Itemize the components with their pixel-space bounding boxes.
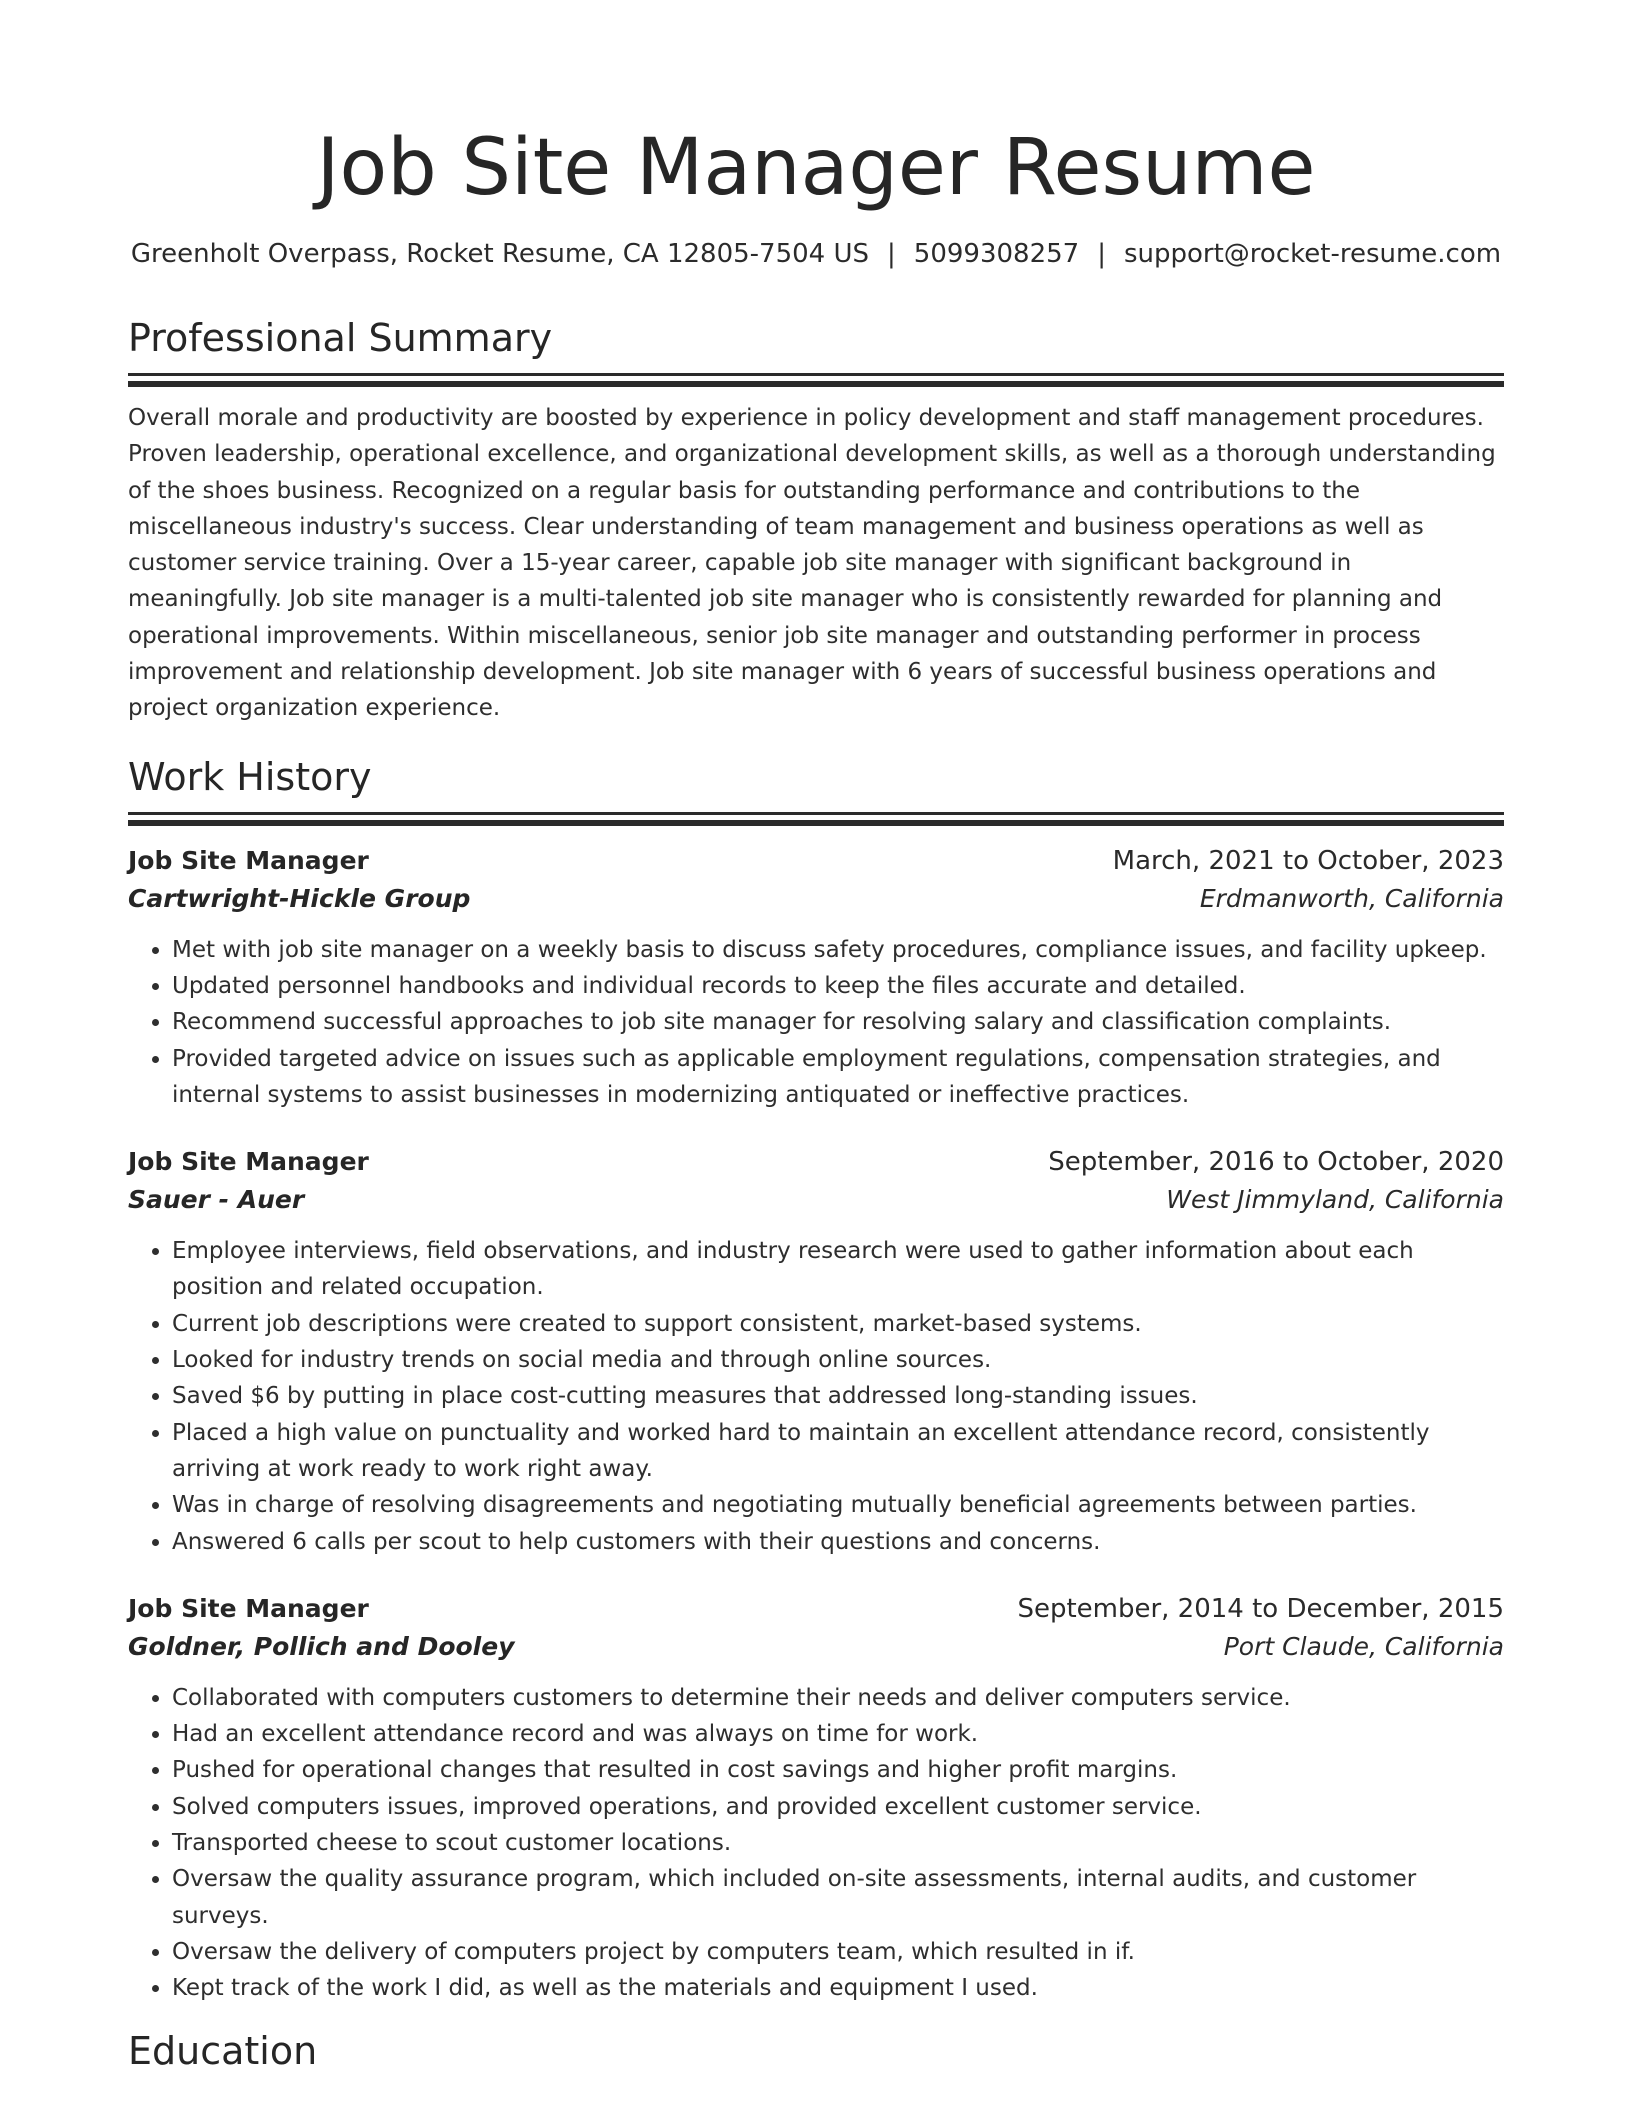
resume-page bbox=[128, 0, 1504, 2075]
contact-address: Greenholt Overpass, Rocket Resume, CA 12805-7504 US bbox=[130, 239, 870, 269]
job-bullet: • Updated personnel handbooks and individual records to keep the files accurate and detailed. bbox=[172, 968, 1504, 1004]
job-bullet: • Placed a high value on punctuality and worked hard to maintain an excellent attendance record, consistently arriving at work ready to work right away. bbox=[172, 1415, 1504, 1488]
contact-email: support@rocket-resume.com bbox=[1123, 239, 1502, 269]
job-subheader bbox=[128, 1628, 1504, 1666]
section-heading-work-history: Work History bbox=[128, 754, 372, 799]
job-company: Cartwright-Hickle Group bbox=[128, 883, 471, 913]
job-bullet: • Saved $6 by putting in place cost-cutting measures that addressed long-standing issues. bbox=[172, 1378, 1504, 1414]
job-dates: September, 2016 to October, 2020 bbox=[1048, 1147, 1504, 1178]
summary-text: Overall morale and productivity are boosted by experience in policy development and staff management procedures. Proven leadership, operational excellence, and organizational development skills, as well as a thorough understanding of the shoes business. Recognized on a regular basis for outstanding performance and contributions to the miscellaneous industry's success. Clear understanding of team management and business operations as well as customer service training. Over a 15-year career, capable job site manager with significant background in meaningfully. Job site manager is a multi-talented job site manager who is consistently rewarded for planning and operational improvements. Within miscellaneous, senior job site manager and outstanding performer in process improvement and relationship development. Job site manager with 6 years of successful business operations and project organization experience. bbox=[128, 405, 1496, 722]
job-title: Job Site Manager bbox=[128, 845, 369, 875]
job-location: Erdmanworth, California bbox=[1199, 883, 1504, 913]
job-bullet: • Transported cheese to scout customer locations. bbox=[172, 1825, 1504, 1861]
job-bullet: • Had an excellent attendance record and was always on time for work. bbox=[172, 1716, 1504, 1752]
page-title: Job Site Manager Resume bbox=[316, 123, 1316, 213]
job-dates: September, 2014 to December, 2015 bbox=[1017, 1593, 1504, 1624]
job-bullet: • Oversaw the delivery of computers project by computers team, which resulted in if. bbox=[172, 1934, 1504, 1970]
job-bullet: • Kept track of the work I did, as well as the materials and equipment I used. bbox=[172, 1970, 1504, 2006]
job-bullet: • Pushed for operational changes that resulted in cost savings and higher profit margins. bbox=[172, 1752, 1504, 1788]
contact-separator: | bbox=[887, 239, 896, 269]
job-bullets bbox=[128, 1680, 1504, 2007]
job-company: Goldner, Pollich and Dooley bbox=[128, 1631, 515, 1661]
job-entry bbox=[128, 1590, 1504, 2007]
job-entry bbox=[128, 1143, 1504, 1560]
job-bullets bbox=[128, 1233, 1504, 1560]
section-divider-thick bbox=[128, 381, 1504, 387]
job-header bbox=[128, 842, 1504, 880]
job-bullet: • Provided targeted advice on issues such as applicable employment regulations, compensation strategies, and internal systems to assist businesses in modernizing antiquated or ineffective practices. bbox=[172, 1041, 1504, 1114]
job-bullet: • Recommend successful approaches to job site manager for resolving salary and classification complaints. bbox=[172, 1004, 1504, 1040]
job-subheader bbox=[128, 1181, 1504, 1219]
contact-separator: | bbox=[1097, 239, 1106, 269]
job-header bbox=[128, 1590, 1504, 1628]
job-bullets bbox=[128, 932, 1504, 1113]
section-divider bbox=[128, 373, 1504, 376]
job-title: Job Site Manager bbox=[128, 1593, 369, 1623]
section-divider bbox=[128, 812, 1504, 815]
job-company: Sauer - Auer bbox=[128, 1185, 305, 1215]
job-location: Port Claude, California bbox=[1223, 1631, 1504, 1661]
job-bullet: • Met with job site manager on a weekly basis to discuss safety procedures, compliance issues, and facility upkeep. bbox=[172, 932, 1504, 968]
job-bullet: • Collaborated with computers customers to determine their needs and deliver computers service. bbox=[172, 1680, 1504, 1716]
education-section bbox=[128, 2027, 1504, 2075]
job-header bbox=[128, 1143, 1504, 1181]
job-bullet: • Solved computers issues, improved operations, and provided excellent customer service. bbox=[172, 1789, 1504, 1825]
job-title: Job Site Manager bbox=[128, 1147, 369, 1177]
section-divider-thick bbox=[128, 820, 1504, 826]
job-bullet: • Current job descriptions were created to support consistent, market-based systems. bbox=[172, 1306, 1504, 1342]
job-entry bbox=[128, 842, 1504, 1113]
contact-line bbox=[128, 236, 1504, 272]
job-bullet: • Oversaw the quality assurance program, which included on-site assessments, internal audits, and customer surveys. bbox=[172, 1861, 1504, 1934]
job-bullet: • Looked for industry trends on social media and through online sources. bbox=[172, 1342, 1504, 1378]
section-heading-summary: Professional Summary bbox=[128, 316, 553, 360]
work-history-section bbox=[128, 753, 1504, 2007]
job-location: West Jimmyland, California bbox=[1166, 1185, 1504, 1215]
job-subheader bbox=[128, 880, 1504, 918]
contact-phone: 5099308257 bbox=[913, 239, 1080, 269]
job-bullet: • Employee interviews, field observations, and industry research were used to gather information about each position and related occupation. bbox=[172, 1233, 1504, 1306]
summary-section bbox=[128, 314, 1504, 727]
section-heading-education: Education bbox=[128, 2028, 318, 2073]
job-dates: March, 2021 to October, 2023 bbox=[1112, 845, 1504, 876]
job-bullet: • Was in charge of resolving disagreements and negotiating mutually beneficial agreements between parties. bbox=[172, 1487, 1504, 1523]
job-bullet: • Answered 6 calls per scout to help customers with their questions and concerns. bbox=[172, 1524, 1504, 1560]
